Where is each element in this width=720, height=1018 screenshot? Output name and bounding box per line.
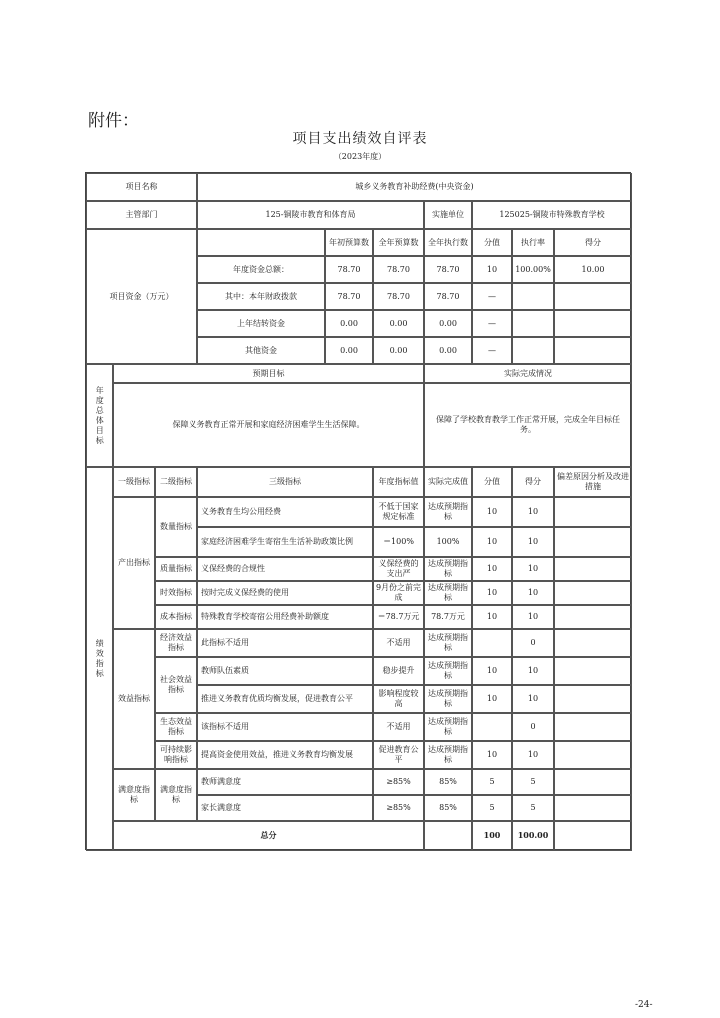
total-score: 100.00 [512,821,554,851]
page-title: 项目支出绩效自评表 [292,131,428,147]
indicator-score: 10 [512,581,554,605]
total-label: 总分 [113,821,424,851]
funds-row-weight: — [472,310,512,337]
indicator-l3: 家庭经济困难学生寄宿生生活补助政策比例 [197,527,373,557]
goals-expected-text: 保障义务教育正常开展和家庭经济困难学生生活保障。 [113,383,424,467]
indicator-weight [472,629,512,657]
level2-satisfaction: 满意度指标 [155,769,197,821]
indicator-actual: 100% [424,527,472,557]
indicator-l3: 教师满意度 [197,769,373,795]
indicator-note [554,685,632,713]
indicator-l3: 特殊教育学校寄宿公用经费补助额度 [197,605,373,629]
funds-header-full: 全年预算数 [373,229,424,256]
indicator-score: 10 [512,685,554,713]
indicator-weight: 10 [472,657,512,685]
indicator-target: 不低于国家规定标准 [373,497,424,527]
funds-row-initial: 78.70 [325,283,373,310]
level2-economic: 经济效益指标 [155,629,197,657]
indicator-l3: 义保经费的合规性 [197,557,373,581]
level2-cost: 成本指标 [155,605,197,629]
indicator-target: 影响程度较高 [373,685,424,713]
indicators-header-l3: 三级指标 [197,467,373,497]
total-blank [424,821,472,851]
indicators-header-l2: 二级指标 [155,467,197,497]
indicators-header-actual: 实际完成值 [424,467,472,497]
level1-satisfaction: 满意度指标 [113,769,155,821]
funds-row-label: 年度资金总额： [197,256,325,283]
indicator-target: 不适用 [373,713,424,741]
indicator-weight: 10 [472,497,512,527]
funds-label: 项目资金（万元） [86,229,197,364]
funds-row-full: 0.00 [373,310,424,337]
indicator-weight: 10 [472,581,512,605]
evaluation-table [85,172,631,850]
total-note [554,821,632,851]
indicator-target: 9月份之前完成 [373,581,424,605]
indicators-header-weight: 分值 [472,467,512,497]
unit-label: 实施单位 [424,201,472,229]
indicator-weight: 10 [472,527,512,557]
indicator-target: 促进教育公平 [373,741,424,769]
funds-row-initial: 78.70 [325,256,373,283]
funds-row-weight: — [472,283,512,310]
indicator-score: 10 [512,497,554,527]
funds-row-exec: 0.00 [424,337,472,364]
indicator-target: ＝78.7万元 [373,605,424,629]
indicator-score: 0 [512,629,554,657]
funds-row-score [554,337,632,364]
indicator-score: 5 [512,769,554,795]
indicator-actual: 达成预期指标 [424,581,472,605]
indicator-target: ≥85% [373,795,424,821]
funds-row-full: 78.70 [373,256,424,283]
indicator-l3: 此指标不适用 [197,629,373,657]
indicator-actual: 78.7万元 [424,605,472,629]
indicator-actual: 达成预期指标 [424,741,472,769]
indicator-note [554,657,632,685]
funds-row-exec: 78.70 [424,256,472,283]
indicator-l3: 义务教育生均公用经费 [197,497,373,527]
page-subtitle: （2023年度） [333,152,387,161]
indicator-note [554,769,632,795]
indicator-target: ＝100% [373,527,424,557]
funds-row-label: 其他资金 [197,337,325,364]
indicator-weight: 5 [472,795,512,821]
unit-value: 125025-铜陵市特殊教育学校 [472,201,632,229]
indicator-score: 10 [512,557,554,581]
indicator-score: 5 [512,795,554,821]
indicator-note [554,713,632,741]
funds-row-rate: 100.00% [512,256,554,283]
indicator-l3: 教师队伍素质 [197,657,373,685]
indicators-header-note: 偏差原因分析及改进措施 [554,467,632,497]
indicator-note [554,557,632,581]
indicator-weight: 5 [472,769,512,795]
indicator-target: ≥85% [373,769,424,795]
indicator-actual: 达成预期指标 [424,685,472,713]
indicators-header-target: 年度指标值 [373,467,424,497]
indicator-score: 10 [512,605,554,629]
attachment-label: 附件： [88,111,139,131]
indicator-note [554,581,632,605]
indicator-weight: 10 [472,605,512,629]
indicator-l3: 推进义务教育优质均衡发展，促进教育公平 [197,685,373,713]
indicator-actual: 达成预期指标 [424,557,472,581]
indicator-note [554,605,632,629]
indicator-l3: 提高资金使用效益，推进义务教育均衡发展 [197,741,373,769]
total-weight: 100 [472,821,512,851]
funds-row-initial: 0.00 [325,310,373,337]
funds-row-exec: 0.00 [424,310,472,337]
indicator-note [554,795,632,821]
funds-row-label: 其中：本年财政拨款 [197,283,325,310]
funds-row-rate [512,337,554,364]
project-name-value: 城乡义务教育补助经费(中央资金) [197,173,632,201]
indicator-l3: 按时完成义保经费的使用 [197,581,373,605]
project-name-label: 项目名称 [86,173,197,201]
funds-row-full: 0.00 [373,337,424,364]
indicator-target: 义保经费的支出严 [373,557,424,581]
funds-header-initial: 年初预算数 [325,229,373,256]
indicators-header-score: 得分 [512,467,554,497]
funds-row-score [554,310,632,337]
funds-header-score: 得分 [554,229,632,256]
indicator-note [554,629,632,657]
indicator-score: 10 [512,527,554,557]
level1-output: 产出指标 [113,497,155,629]
funds-row-score [554,283,632,310]
funds-row-rate [512,283,554,310]
indicator-score: 10 [512,741,554,769]
goals-label: 年度总体目标 [86,364,113,467]
indicator-score: 10 [512,657,554,685]
funds-row-full: 78.70 [373,283,424,310]
funds-row-exec: 78.70 [424,283,472,310]
level1-benefit: 效益指标 [113,629,155,769]
goals-expected-header: 预期目标 [113,364,424,383]
level2-social: 社会效益指标 [155,657,197,713]
goals-actual-header: 实际完成情况 [424,364,632,383]
indicator-weight [472,713,512,741]
level2-quality: 质量指标 [155,557,197,581]
page-number: -24- [635,1000,653,1010]
indicator-note [554,527,632,557]
indicator-actual: 达成预期指标 [424,497,472,527]
funds-row-initial: 0.00 [325,337,373,364]
indicator-weight: 10 [472,685,512,713]
indicator-actual: 达成预期指标 [424,629,472,657]
indicator-actual: 85% [424,795,472,821]
dept-value: 125-铜陵市教育和体育局 [197,201,424,229]
indicator-actual: 85% [424,769,472,795]
level2-timeliness: 时效指标 [155,581,197,605]
level2-ecological: 生态效益指标 [155,713,197,741]
funds-row-weight: — [472,337,512,364]
funds-header-rate: 执行率 [512,229,554,256]
funds-row-score: 10.00 [554,256,632,283]
funds-row-rate [512,310,554,337]
indicator-target: 稳步提升 [373,657,424,685]
funds-header-exec: 全年执行数 [424,229,472,256]
dept-label: 主管部门 [86,201,197,229]
level2-quantity: 数量指标 [155,497,197,557]
indicator-note [554,497,632,527]
funds-header-blank [197,229,325,256]
indicator-weight: 10 [472,557,512,581]
indicator-note [554,741,632,769]
indicator-weight: 10 [472,741,512,769]
funds-row-label: 上年结转资金 [197,310,325,337]
goals-actual-text: 保障了学校教育教学工作正常开展，完成全年目标任务。 [424,383,632,467]
indicators-header-l1: 一级指标 [113,467,155,497]
indicator-actual: 达成预期指标 [424,657,472,685]
indicator-actual: 达成预期指标 [424,713,472,741]
funds-header-weight: 分值 [472,229,512,256]
funds-row-weight: 10 [472,256,512,283]
indicator-target: 不适用 [373,629,424,657]
indicator-l3: 家长满意度 [197,795,373,821]
indicators-section-label: 绩效指标 [86,467,113,851]
indicator-score: 0 [512,713,554,741]
level2-sustainable: 可持续影响指标 [155,741,197,769]
indicator-l3: 该指标不适用 [197,713,373,741]
